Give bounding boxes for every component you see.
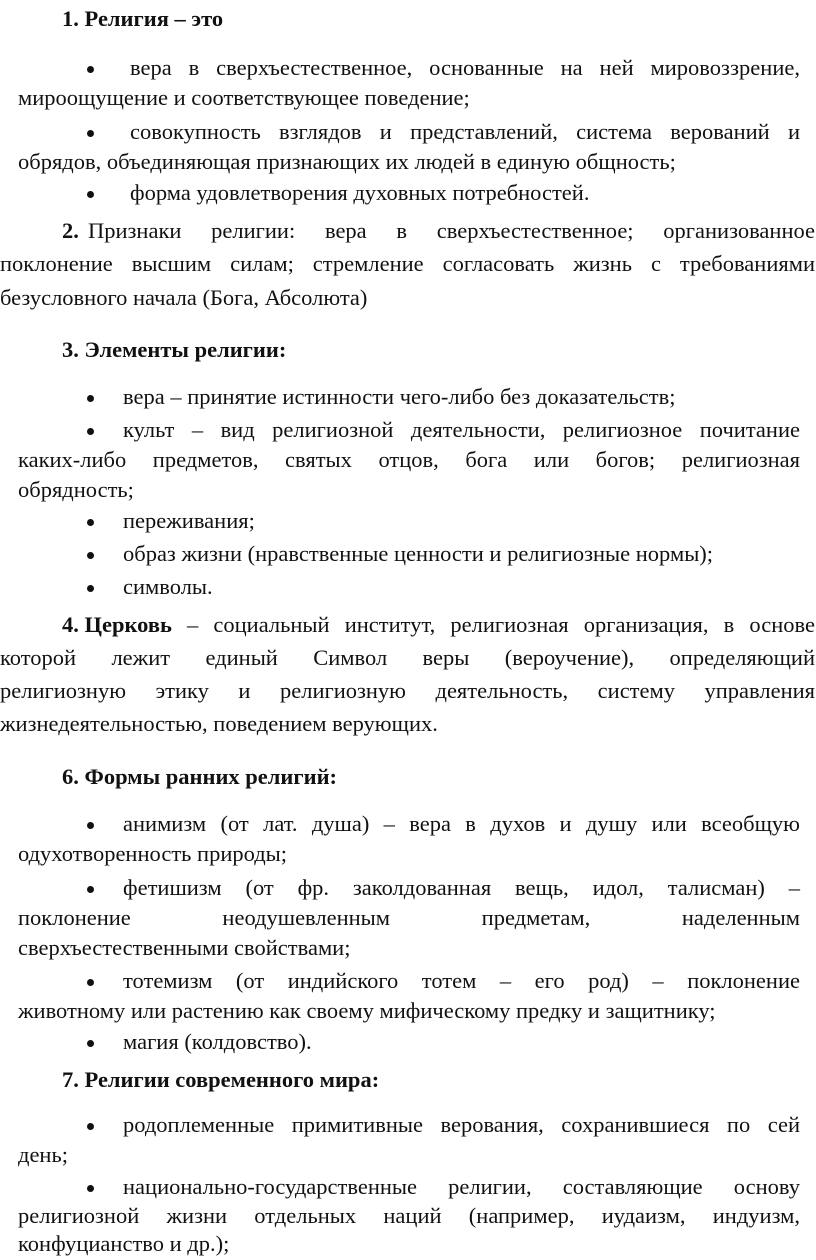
section-number: 3. <box>62 337 79 362</box>
list-item-line: конфуцианство и др.); <box>18 1231 230 1256</box>
church-term <box>62 609 172 641</box>
bullet-icon <box>87 585 94 592</box>
bullet-icon <box>87 822 94 829</box>
heading-religion <box>62 3 223 35</box>
list-item-line: культ – вид религиозной деятельности, религиозное почитание <box>123 417 800 442</box>
section-number: 7. <box>62 1067 79 1092</box>
bullet-icon <box>87 979 94 986</box>
list-item-line: животному или растению как своему мифическому предку и защитнику; <box>18 998 716 1023</box>
bullet-icon <box>87 1040 94 1047</box>
section-number: 2. <box>62 218 79 243</box>
list-item-line: магия (колдовство). <box>123 1029 312 1054</box>
bullet-icon <box>87 395 94 402</box>
list-item-line: форма удовлетворения духовных потребностей. <box>130 180 590 205</box>
list-item-line: обрядность; <box>18 477 134 502</box>
paragraph-line: Признаки религии: вера в сверхъестественное; организованное <box>88 218 815 243</box>
section-number: 4. <box>62 612 79 637</box>
section-number: 1. <box>62 6 79 31</box>
list-item-line: религиозной жизни отдельных наций (например, иудаизм, индуизм, <box>18 1203 800 1228</box>
paragraph-line: религиозную этику и религиозную деятельность, систему управления <box>0 678 815 703</box>
heading-early-forms <box>62 761 337 793</box>
section-title: Религии современного мира: <box>84 1067 380 1092</box>
paragraph-line: поклонение высшим силам; стремление согласовать жизнь с требованиями <box>0 251 815 276</box>
list-item-line: тотемизм (от индийского тотем – его род) – поклонение <box>123 968 800 993</box>
list-item-line: каких-либо предметов, святых отцов, бога или богов; религиозная <box>18 447 800 472</box>
list-item-line: национально-государственные религии, составляющие основу <box>123 1174 800 1199</box>
list-item-line: переживания; <box>123 508 255 533</box>
section-title: Формы ранних религий: <box>84 764 338 789</box>
list-item-line: обрядов, объединяющая признающих их людей в единую общность; <box>18 149 676 174</box>
list-item-line: вера – принятие истинности чего-либо без доказательств; <box>123 384 676 409</box>
bullet-icon <box>87 552 94 559</box>
paragraph-line: безусловного начала (Бога, Абсолюта) <box>0 285 368 310</box>
section-term: Церковь <box>84 612 172 637</box>
list-item-line: анимизм (от лат. душа) – вера в духов и душу или всеобщую <box>123 811 800 836</box>
list-item-line: образ жизни (нравственные ценности и религиозные нормы); <box>123 541 714 566</box>
list-item-line: вера в сверхъестественное, основанные на ней мировоззрение, <box>130 55 800 80</box>
paragraph-line: жизнедеятельностью, поведением верующих. <box>0 711 438 736</box>
list-item-line: поклонение неодушевленным предметам, наделенным <box>18 905 800 930</box>
bullet-icon <box>87 1185 94 1192</box>
bullet-icon <box>87 191 94 198</box>
heading-elements <box>62 334 286 366</box>
list-item-line: мироощущение и соответствующее поведение; <box>18 85 470 110</box>
heading-modern-religions <box>62 1064 379 1096</box>
list-item-line: фетишизм (от фр. заколдованная вещь, идол, талисман) – <box>123 875 800 900</box>
bullet-icon <box>87 1123 94 1130</box>
paragraph-line: которой лежит единый Символ веры (вероучение), определяющий <box>0 645 815 670</box>
bullet-icon <box>87 886 94 893</box>
list-item-line: родоплеменные примитивные верования, сохранившиеся по сей <box>123 1112 800 1137</box>
bullet-icon <box>87 130 94 137</box>
section-title: Элементы религии: <box>84 337 287 362</box>
list-item-line: совокупность взглядов и представлений, система верований и <box>130 119 800 144</box>
paragraph-line: – социальный институт, религиозная организация, в основе <box>187 612 815 637</box>
section-number: 6. <box>62 764 79 789</box>
list-item-line: символы. <box>123 574 213 599</box>
section-title: Религия – это <box>84 6 224 31</box>
list-item-line: день; <box>18 1142 68 1167</box>
bullet-icon <box>87 66 94 73</box>
list-item-line: одухотворенность природы; <box>18 841 288 866</box>
list-item-line: сверхъестественными свойствами; <box>18 935 351 960</box>
bullet-icon <box>87 428 94 435</box>
bullet-icon <box>87 519 94 526</box>
